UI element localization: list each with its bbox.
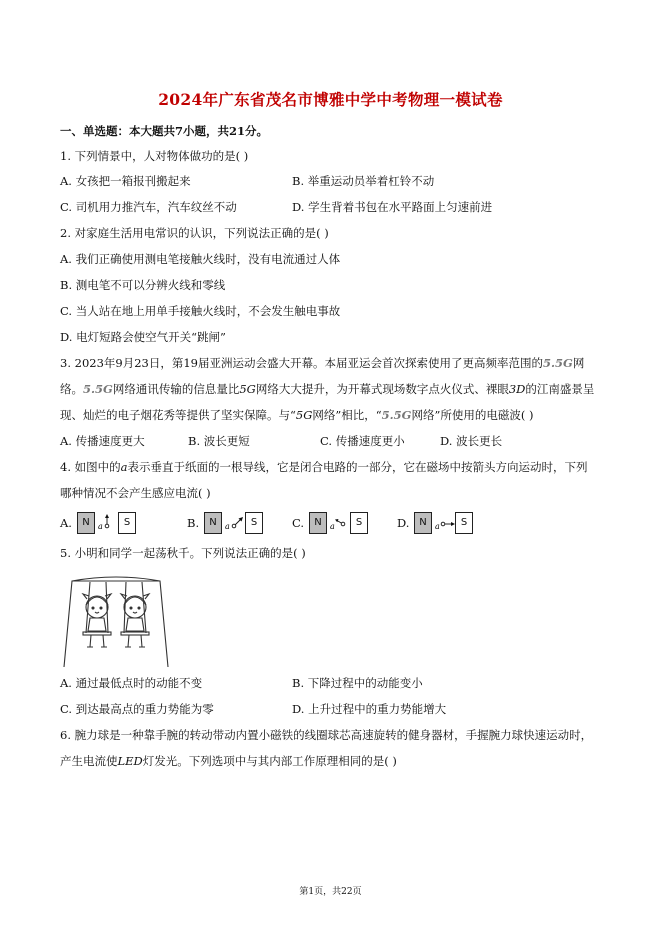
q4-diagram-d <box>397 512 487 534</box>
q3-term: 3D <box>508 382 526 396</box>
q3-term: 5G <box>239 382 256 396</box>
q1-stem: 1. 下列情景中，人对物体做功的是( ) <box>60 149 249 163</box>
q4-text: 4. 如图中的 <box>60 460 121 474</box>
wire-label: a <box>435 522 440 531</box>
q3-text: 网络大大提升，为开幕式现场数字点火仪式、裸眼 <box>255 382 509 396</box>
q3-text: 网络”所使用的电磁波( ) <box>411 408 534 422</box>
q3-text: 3. 2023年9月23日，第19届亚洲运动会盛大开幕。本届亚运会首次探索使用了更高频率范围的 <box>60 356 543 370</box>
q4-line-1 <box>60 460 588 474</box>
q3-text: 网络”相比，“ <box>312 408 382 422</box>
q5-option-a: A. 通过最低点时的动能不变 <box>60 676 203 690</box>
south-pole: S <box>455 512 473 534</box>
q3-term: 5.5G <box>83 382 113 396</box>
q4-diagram-c <box>292 512 382 534</box>
north-pole: N <box>309 512 327 534</box>
q6-line-2 <box>60 754 397 768</box>
q6-term: LED <box>117 754 143 768</box>
north-pole: N <box>414 512 432 534</box>
q4-term: a <box>120 460 128 474</box>
q1-option-c: C. 司机用力推汽车，汽车纹丝不动 <box>60 200 237 214</box>
q5-option-b: B. 下降过程中的动能变小 <box>292 676 423 690</box>
north-pole: N <box>204 512 222 534</box>
q3-option-b: B. 波长更短 <box>188 434 250 448</box>
q4-label-c: C. <box>292 516 305 530</box>
q6-text: 灯发光。下列选项中与其内部工作原理相同的是( ) <box>142 754 397 768</box>
q1-option-d: D. 学生背着书包在水平路面上匀速前进 <box>292 200 493 214</box>
q6-text: 产生电流使 <box>60 754 118 768</box>
exam-title: 2024年广东省茂名市博雅中学中考物理一模试卷 <box>158 90 503 109</box>
north-pole: N <box>77 512 95 534</box>
q4-label-d: D. <box>397 516 410 530</box>
south-pole: S <box>118 512 136 534</box>
page-footer: 第1页，共22页 <box>299 887 362 897</box>
q5-stem: 5. 小明和同学一起荡秋千。下列说法正确的是( ) <box>60 546 306 560</box>
wire-label: a <box>330 522 335 531</box>
q2-stem: 2. 对家庭生活用电常识的认识，下列说法正确的是( ) <box>60 226 329 240</box>
q4-text: 表示垂直于纸面的一根导线，它是闭合电路的一部分，它在磁场中按箭头方向运动时，下列 <box>127 460 588 474</box>
q1-option-b: B. 举重运动员举着杠铃不动 <box>292 174 435 188</box>
q3-option-d: D. 波长更长 <box>440 434 503 448</box>
q3-option-a: A. 传播速度更大 <box>60 434 145 448</box>
q3-term: 5G <box>295 408 313 422</box>
south-pole: S <box>350 512 368 534</box>
q3-text: 的江南盛景呈 <box>525 382 595 396</box>
q1-option-a: A. 女孩把一箱报刊搬起来 <box>60 174 191 188</box>
q4-label-b: B. <box>187 516 200 530</box>
q3-text: 现、灿烂的电子烟花秀等提供了坚实保障。与“ <box>60 408 296 422</box>
q6-line-1: 6. 腕力球是一种靠手腕的转动带动内置小磁铁的线圈球芯高速旋转的健身器材，手握腕力球快速运动时， <box>60 728 593 742</box>
q3-line-3 <box>60 408 534 422</box>
wire-label: a <box>225 522 230 531</box>
q4-diagram-a <box>60 512 150 534</box>
q3-text: 网络通讯传输的信息量比 <box>112 382 240 396</box>
wire-label: a <box>98 522 103 531</box>
q3-line-2 <box>60 382 594 396</box>
q2-option-d: D. 电灯短路会使空气开关“跳闸” <box>60 330 226 344</box>
q3-text: 网 <box>572 356 585 370</box>
q3-text: 络。 <box>60 382 83 396</box>
q3-line-1 <box>60 356 584 370</box>
q2-option-a: A. 我们正确使用测电笔接触火线时，没有电流通过人体 <box>60 252 341 266</box>
q3-option-c: C. 传播速度更小 <box>320 434 405 448</box>
q4-line-2: 哪种情况不会产生感应电流( ) <box>60 486 211 500</box>
q5-option-d: D. 上升过程中的重力势能增大 <box>292 702 447 716</box>
section-heading: 一、单选题：本大题共7小题，共21分。 <box>60 124 269 138</box>
q2-option-c: C. 当人站在地上用单手接触火线时，不会发生触电事故 <box>60 304 341 318</box>
q5-option-c: C. 到达最高点的重力势能为零 <box>60 702 214 716</box>
q3-term: 5.5G <box>542 356 573 370</box>
q3-term: 5.5G <box>381 408 412 422</box>
q2-option-b: B. 测电笔不可以分辨火线和零线 <box>60 278 226 292</box>
q4-label-a: A. <box>60 516 72 530</box>
q4-diagram-b <box>187 512 277 534</box>
south-pole: S <box>245 512 263 534</box>
swing-illustration <box>60 575 172 667</box>
